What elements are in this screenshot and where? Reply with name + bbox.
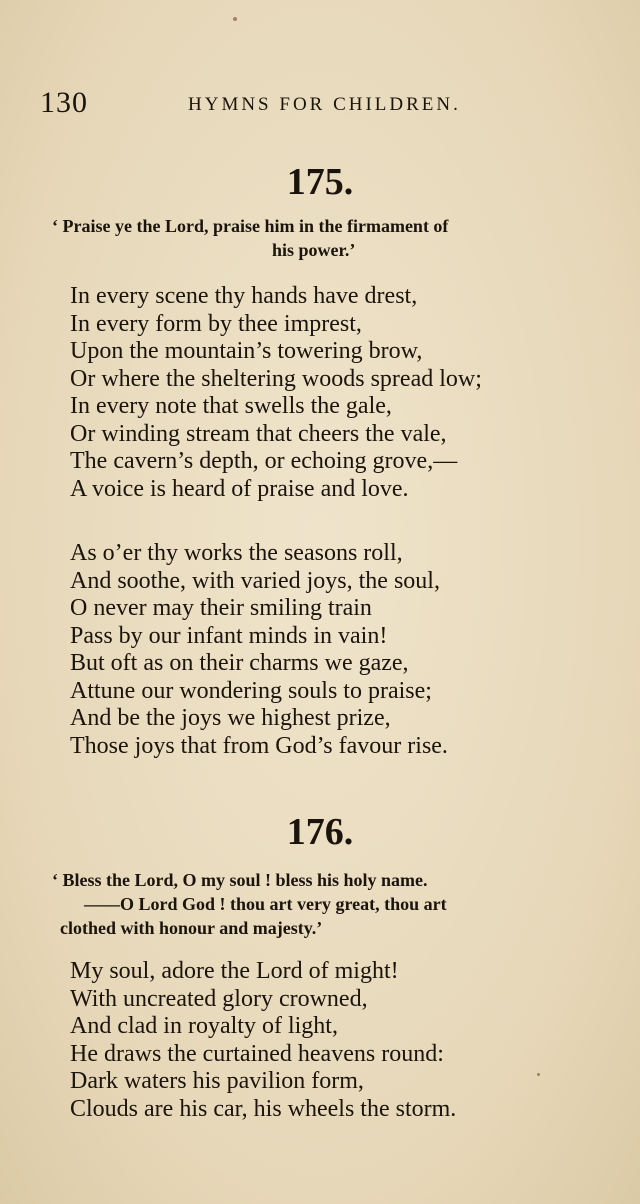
verse-line: Upon the mountain’s towering brow, <box>70 338 423 364</box>
verse-line: As o’er thy works the seasons roll, <box>70 540 403 566</box>
ink-speck <box>233 17 237 21</box>
stanza <box>70 540 610 760</box>
verse-line: And be the joys we highest prize, <box>70 705 391 731</box>
verse-line: Those joys that from God’s favour rise. <box>70 732 448 759</box>
verse-line: A voice is heard of praise and love. <box>70 475 409 502</box>
epigraph-line: ——O Lord God ! thou art very great, thou art <box>84 894 447 914</box>
epigraph-line: ‘ Praise ye the Lord, praise him in the firmament of <box>52 216 449 236</box>
verse-line: Dark waters his pavilion form, <box>70 1068 364 1094</box>
hymn-epigraph <box>52 214 612 262</box>
verse-line: In every scene thy hands have drest, <box>70 283 418 309</box>
verse-line: Clouds are his car, his wheels the storm. <box>70 1095 457 1122</box>
stanza <box>70 958 610 1123</box>
verse-line: In every note that swells the gale, <box>70 393 392 419</box>
verse-line: And soothe, with varied joys, the soul, <box>70 567 440 594</box>
verse-line: My soul, adore the Lord of might! <box>70 958 399 984</box>
verse-line: O never may their smiling train <box>70 595 372 621</box>
verse-line: Or where the sheltering woods spread low; <box>70 365 482 392</box>
verse-line: And clad in royalty of light, <box>70 1013 338 1039</box>
hymn-epigraph <box>52 868 612 940</box>
verse-line: In every form by thee imprest, <box>70 310 362 337</box>
page-number: 130 <box>40 86 88 119</box>
stanza <box>70 283 610 503</box>
verse-line: But oft as on their charms we gaze, <box>70 650 409 676</box>
page-header <box>40 86 600 126</box>
hymn-number: 175. <box>286 161 354 203</box>
verse-line: The cavern’s depth, or echoing grove,— <box>70 448 458 474</box>
epigraph-line: ‘ Bless the Lord, O my soul ! bless his holy name. <box>52 870 428 890</box>
epigraph-line: his power.’ <box>272 240 356 260</box>
hymn-number: 176. <box>286 811 354 853</box>
epigraph-line: clothed with honour and majesty.’ <box>60 918 323 938</box>
verse-line: With uncreated glory crowned, <box>70 985 368 1012</box>
verse-line: Or winding stream that cheers the vale, <box>70 420 447 447</box>
running-head: HYMNS FOR CHILDREN. <box>188 94 461 115</box>
verse-line: Attune our wondering souls to praise; <box>70 677 432 704</box>
verse-line: Pass by our infant minds in vain! <box>70 622 388 649</box>
verse-line: He draws the curtained heavens round: <box>70 1040 444 1067</box>
